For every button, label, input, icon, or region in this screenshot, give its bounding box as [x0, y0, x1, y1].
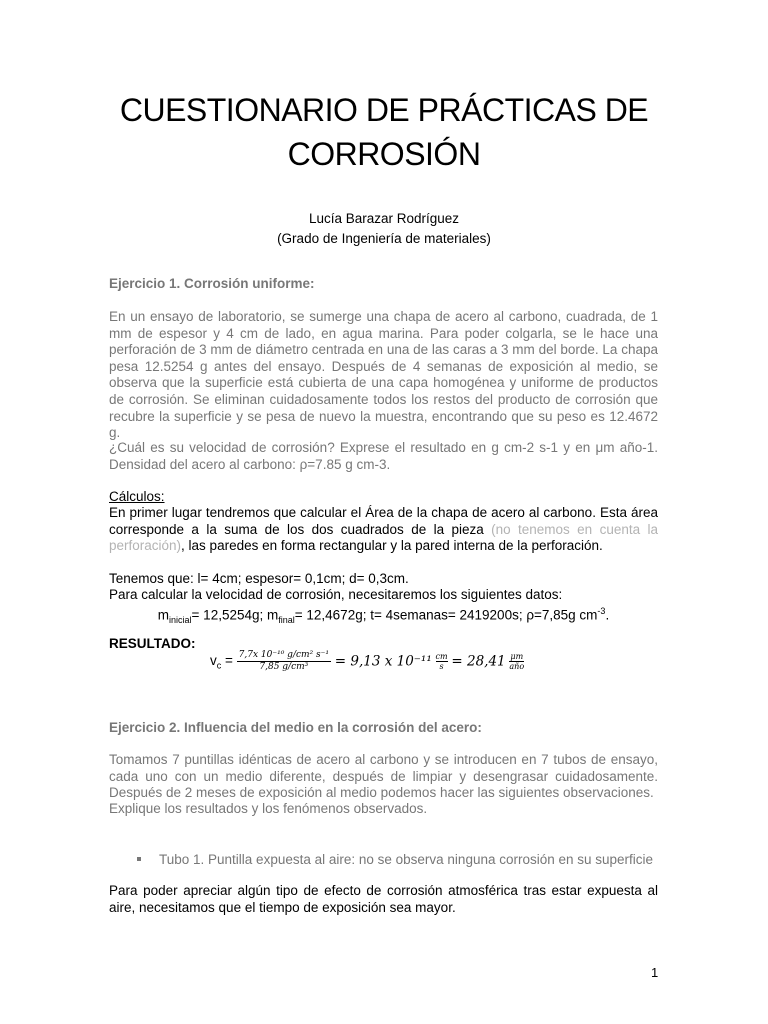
result-label: RESULTADO:: [109, 636, 196, 651]
bullet-item-tubo-1: Tubo 1. Puntilla expuesta al aire: no se observa ninguna corrosión en su superficie: [137, 852, 657, 868]
author-degree: (Grado de Ingeniería de materiales): [277, 231, 491, 246]
formula-lhs: $v_c$ =: [210, 652, 233, 671]
formula-fraction: [237, 650, 331, 673]
calc-note: (no tenemos en cuenta la perforación): [109, 521, 658, 554]
ex1-statement: En un ensayo de laboratorio, se sumerge una chapa de acero al carbono, cuadrada, de 1 mm de espesor y 4 cm de lado, en agua marina. Para poder colgarla, se le hace una perforación de 3 mm de diámetro centrada en una de las caras a 3 mm del borde. La chapa pesa 12.5254 g antes del ensayo. Después de 4 semanas de exposición al medio, se observa que la superficie está cubierta de una capa homogénea y uniforme de productos de corrosión. Se eliminan cuidadosamente todos los restos del producto de corrosión que recubre la superficie y se pesa de nuevo la muestra, encontrando que su peso es 12.4672 g.: [109, 309, 658, 441]
calc-label: Cálculos:: [109, 489, 165, 504]
data-values: $m_{inicial}= 12,5254g$; $m_{final}= 12,4672g$; t= 4semanas= 2419200s; ρ=7,85g $cm^{-3}$.: [157, 606, 610, 626]
formula-unit-1: $\frac{cm}{s}$: [435, 652, 448, 671]
formula-result-2: = 28,41: [451, 653, 506, 670]
title-line-2: CORROSIÓN: [287, 136, 481, 172]
data-line-1: Tenemos que: l= 4cm; espesor= 0,1cm; d= 0,3cm.: [109, 571, 409, 586]
ex1-heading: Ejercicio 1. Corrosión uniforme:: [109, 276, 315, 291]
data-line-2: Para calcular la velocidad de corrosión, necesitaremos los siguientes datos:: [109, 587, 563, 602]
ex2-statement: Tomamos 7 puntillas idénticas de acero al carbono y se introducen en 7 tubos de ensayo, cada uno con un medio diferente, después de limpiar y desengrasar cuidadosamente. Después de 2 meses de exposición al medio podemos hacer las siguientes observaciones.: [109, 752, 658, 801]
calc-paragraph: [109, 505, 658, 555]
calc-text-a: En primer lugar tendremos que calcular el Área de la chapa de acero al carbono. Esta área corresponde a la suma de los dos cuadrados de la pieza: [109, 505, 658, 537]
result-formula: [210, 650, 570, 690]
bullet-square-icon: [137, 857, 141, 861]
ex2-instruction: Explique los resultados y los fenómenos observados.: [109, 801, 428, 816]
document-title: [100, 88, 668, 176]
calc-text-b: , las paredes en forma rectangular y la pared interna de la perforación.: [181, 538, 603, 554]
formula-numerator: 7,7x 10⁻¹⁰ g/cm² s⁻¹: [238, 650, 329, 660]
formula-unit-2: $\frac{\mu m}{\text{año}}$: [509, 652, 525, 671]
formula-result-1: = 9,13 x 10⁻¹¹: [334, 653, 432, 670]
page-number: 1: [651, 965, 659, 980]
author-name: Lucía Barazar Rodríguez: [308, 211, 460, 226]
ex2-heading: Ejercicio 2. Influencia del medio en la corrosión del acero:: [109, 720, 482, 735]
ex2-answer-1: Para poder apreciar algún tipo de efecto de corrosión atmosférica tras estar expuesta al aire, necesitamos que el tiempo de exposición sea mayor.: [109, 883, 658, 915]
ex1-question: ¿Cuál es su velocidad de corrosión? Exprese el resultado en g cm-2 s-1 y en μm año-1. Densidad del acero al carbono: ρ=7.85 g cm-3.: [109, 440, 658, 472]
title-line-1: CUESTIONARIO DE PRÁCTICAS DE: [119, 92, 649, 128]
formula-denominator: 7,85 g/cm³: [259, 662, 309, 672]
author-block: [0, 209, 768, 249]
